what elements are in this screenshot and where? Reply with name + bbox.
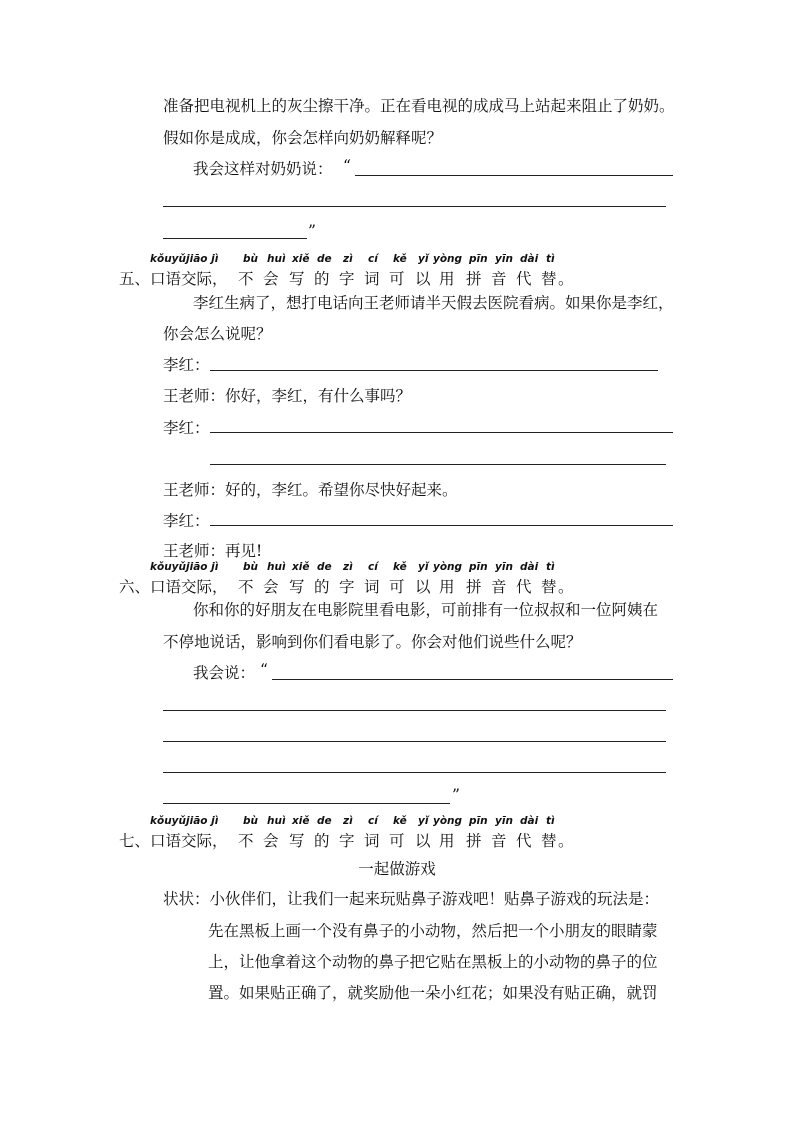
pinyin: huì <box>267 815 286 827</box>
dialogue-speaker: 李红： <box>163 419 210 437</box>
heading-char: ， <box>212 578 228 596</box>
heading-char: 会 <box>263 270 279 288</box>
heading-char: 音 <box>491 832 507 850</box>
open-quote: “ <box>343 157 351 175</box>
heading-char: 以 <box>415 270 431 288</box>
heading-char: 替 <box>541 578 557 596</box>
heading-char: 写 <box>289 578 305 596</box>
heading-char: 口语交际 <box>150 832 213 850</box>
answer-line[interactable] <box>163 206 666 207</box>
section4-text-line1: 准备把电视机上的灰尘擦干净。正在看电视的成成马上站起来阻止了奶奶。 <box>163 97 675 115</box>
section5-prompt-line2: 你会怎么说呢？ <box>163 325 272 343</box>
answer-line[interactable] <box>210 432 673 433</box>
heading-char: 替 <box>541 832 557 850</box>
heading-char: 拼 <box>466 578 482 596</box>
dialogue-row <box>163 480 458 500</box>
close-quote: ” <box>308 222 316 240</box>
section7-heading <box>119 815 589 855</box>
heading-char: ， <box>212 270 228 288</box>
pinyin: yǐ <box>418 815 429 827</box>
pinyin: kǒuyǔjiāo jì <box>150 561 219 573</box>
pinyin: cí <box>368 253 378 265</box>
pinyin: bù <box>243 815 258 827</box>
section5-heading <box>119 253 589 293</box>
heading-char: 字 <box>339 832 355 850</box>
speaker-line <box>163 889 659 909</box>
dialogue-row <box>163 386 411 406</box>
pinyin: yòng <box>433 561 463 573</box>
heading-char: 用 <box>439 832 455 850</box>
heading-char: 。 <box>558 832 574 850</box>
dialogue-row <box>163 541 262 561</box>
heading-char: 口语交际 <box>150 578 213 596</box>
section-number: 五、 <box>119 270 151 288</box>
dialogue-speaker: 王老师： <box>163 481 226 499</box>
pinyin: zì <box>343 815 353 827</box>
heading-char: 可 <box>389 832 405 850</box>
pinyin: yòng <box>433 815 463 827</box>
pinyin: kǒuyǔjiāo jì <box>150 253 219 265</box>
dialogue-speaker: 李红： <box>163 512 210 530</box>
answer-line[interactable] <box>163 710 666 711</box>
heading-char: 拼 <box>466 270 482 288</box>
heading-char: 代 <box>516 578 532 596</box>
pinyin: de <box>317 253 332 265</box>
section5-prompt-line1: 李红生病了，想打电话向王老师请半天假去医院看病。如果你是李红， <box>193 294 674 312</box>
section6-prompt-line1: 你和你的好朋友在电影院里看电影，可前排有一位叔叔和一位阿姨在 <box>193 601 659 619</box>
answer-line[interactable] <box>163 238 307 239</box>
pinyin: yòng <box>433 253 463 265</box>
heading-char: 会 <box>263 832 279 850</box>
answer-line[interactable] <box>210 464 666 465</box>
pinyin: kě <box>393 561 407 573</box>
dialogue-speaker: 王老师： <box>163 387 226 405</box>
pinyin: xiě <box>292 815 310 827</box>
section6-prompt-line2: 不停地说话，影响到你们看电影了。你会对他们说些什么呢？ <box>163 633 582 651</box>
heading-char: 用 <box>439 578 455 596</box>
pinyin: zì <box>343 253 353 265</box>
dialogue-text: 再见! <box>225 542 263 560</box>
pinyin: dài <box>520 815 539 827</box>
section7-text-line2: 先在黑板上画一个没有鼻子的小动物，然后把一个小朋友的眼睛蒙 <box>208 922 658 940</box>
pinyin: pīn <box>469 253 488 265</box>
pinyin: yīn <box>495 253 513 265</box>
heading-char: 代 <box>516 832 532 850</box>
heading-char: 可 <box>389 578 405 596</box>
pinyin: tì <box>546 253 555 265</box>
open-quote: “ <box>260 661 268 679</box>
answer-line[interactable] <box>272 679 673 680</box>
answer-line[interactable] <box>355 175 673 176</box>
heading-char: 词 <box>364 578 380 596</box>
pinyin: bù <box>243 561 258 573</box>
heading-char: 字 <box>339 578 355 596</box>
heading-char: 不 <box>238 270 254 288</box>
answer-line[interactable] <box>210 370 658 371</box>
pinyin: dài <box>520 561 539 573</box>
pinyin: yīn <box>495 561 513 573</box>
section4-answer-prefix: 我会这样对奶奶说： <box>193 160 333 178</box>
close-quote: ” <box>452 786 460 804</box>
pinyin: huì <box>267 561 286 573</box>
pinyin: dài <box>520 253 539 265</box>
section7-title: 一起做游戏 <box>358 860 436 878</box>
section-number: 六、 <box>119 578 151 596</box>
heading-char: 。 <box>558 270 574 288</box>
answer-line[interactable] <box>163 741 666 742</box>
heading-char: 代 <box>516 270 532 288</box>
heading-char: 用 <box>439 270 455 288</box>
section6-heading <box>119 561 589 601</box>
heading-char: 口语交际 <box>150 270 213 288</box>
heading-char: 写 <box>289 832 305 850</box>
section-number: 七、 <box>119 832 151 850</box>
heading-char: 的 <box>314 578 330 596</box>
heading-char: 的 <box>314 832 330 850</box>
heading-char: 。 <box>558 578 574 596</box>
pinyin: kě <box>393 253 407 265</box>
heading-char: 替 <box>541 270 557 288</box>
heading-char: 音 <box>491 578 507 596</box>
pinyin: kǒuyǔjiāo jì <box>150 815 219 827</box>
heading-char: 词 <box>364 270 380 288</box>
heading-char: 写 <box>289 270 305 288</box>
section4-text-line2: 假如你是成成，你会怎样向奶奶解释呢？ <box>163 129 443 147</box>
heading-char: 的 <box>314 270 330 288</box>
section7-text-line4: 置。如果贴正确了，就奖励他一朵小红花；如果没有贴正确，就罚 <box>208 984 658 1002</box>
pinyin: tì <box>546 561 555 573</box>
dialogue-text: 你好，李红，有什么事吗？ <box>225 387 412 405</box>
heading-char: 字 <box>339 270 355 288</box>
pinyin: cí <box>368 815 378 827</box>
pinyin: yǐ <box>418 561 429 573</box>
pinyin: kě <box>393 815 407 827</box>
answer-line[interactable] <box>163 772 666 773</box>
heading-char: 会 <box>263 578 279 596</box>
pinyin: cí <box>368 561 378 573</box>
pinyin: yīn <box>495 815 513 827</box>
pinyin: de <box>317 561 332 573</box>
pinyin: yǐ <box>418 253 429 265</box>
pinyin: xiě <box>292 561 310 573</box>
heading-char: 音 <box>491 270 507 288</box>
pinyin: pīn <box>469 815 488 827</box>
dialogue-speaker: 李红： <box>163 356 210 374</box>
section6-answer-prefix: 我会说： <box>193 664 256 682</box>
dialogue-speaker: 王老师： <box>163 542 226 560</box>
pinyin: de <box>317 815 332 827</box>
heading-char: 以 <box>415 832 431 850</box>
pinyin: bù <box>243 253 258 265</box>
heading-char: 拼 <box>466 832 482 850</box>
speaker-text: 小伙伴们，让我们一起来玩贴鼻子游戏吧！贴鼻子游戏的玩法是： <box>209 890 660 908</box>
answer-line[interactable] <box>163 803 450 804</box>
answer-line[interactable] <box>210 525 673 526</box>
pinyin: xiě <box>292 253 310 265</box>
section7-text-line3: 上，让他拿着这个动物的鼻子把它贴在黑板上的小动物的鼻子的位 <box>208 953 658 971</box>
speaker-name: 状状： <box>163 890 210 908</box>
pinyin: tì <box>546 815 555 827</box>
pinyin: zì <box>343 561 353 573</box>
pinyin: huì <box>267 253 286 265</box>
pinyin: pīn <box>469 561 488 573</box>
heading-char: ， <box>212 832 228 850</box>
heading-char: 词 <box>364 832 380 850</box>
heading-char: 不 <box>238 832 254 850</box>
heading-char: 以 <box>415 578 431 596</box>
dialogue-text: 好的，李红。希望你尽快好起来。 <box>225 481 458 499</box>
heading-char: 不 <box>238 578 254 596</box>
heading-char: 可 <box>389 270 405 288</box>
